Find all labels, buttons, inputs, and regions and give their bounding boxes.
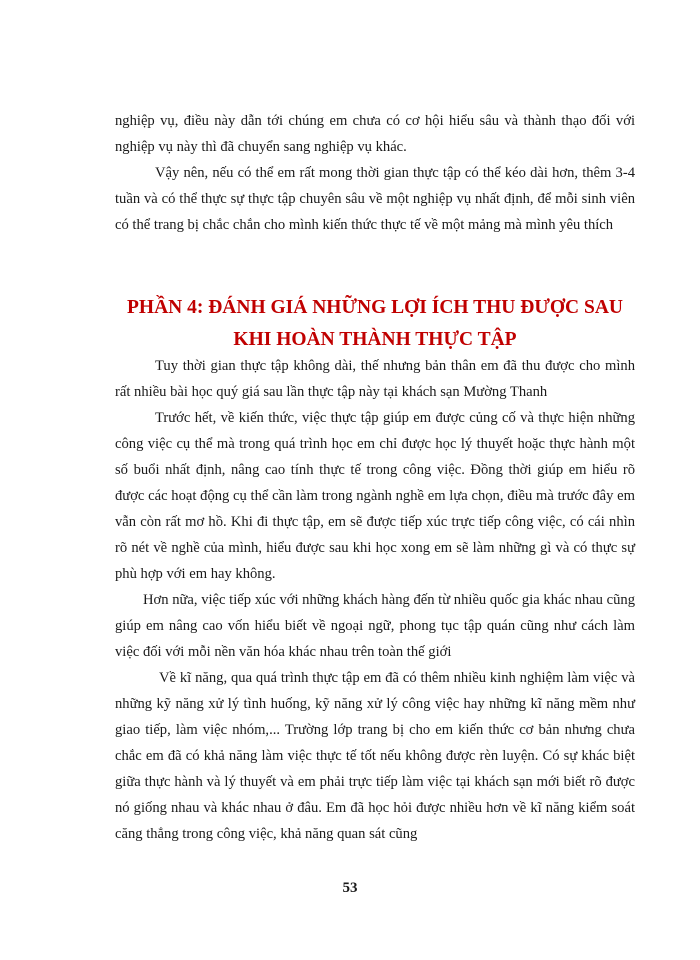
page-number: 53: [342, 880, 358, 896]
paragraph-internship-extension: Vậy nên, nếu có thể em rất mong thời gian thực tập có thể kéo dài hơn, thêm 3-4 tuần và có thể thực sự thực tập chuyên sâu về một nghiệp vụ nhất định, để mỗi sinh viên có thể trang bị chắc chắn cho mình kiến thức thực tế về một mảng mà mình yêu thích: [115, 165, 635, 233]
paragraph-skills: Về kĩ năng, qua quá trình thực tập em đã có thêm nhiều kinh nghiệm làm việc và những kỹ năng xử lý tình huống, kỹ năng xử lý công việc hay những kĩ năng mềm như giao tiếp, làm việc nhóm,... Trường lớp trang bị cho em kiến thức cơ bản nhưng chưa chắc em đã có khả năng làm việc thực tế tốt nếu không được rèn luyện. Có sự khác biệt giữa thực hành và lý thuyết và em phải trực tiếp làm việc tại khách sạn mới biết rõ được nó giống nhau và khác nhau ở đâu. Em đã học hỏi được nhiều hơn về kĩ năng kiểm soát căng thẳng trong công việc, khả năng quan sát cũng: [115, 670, 635, 842]
top-text-block: [115, 108, 635, 238]
paragraph-knowledge: Trước hết, về kiến thức, việc thực tập giúp em được củng cố và thực hiện những công việc cụ thể mà trong quá trình học em chỉ được học lý thuyết hoặc thực hành một số buổi nhất định, nâng cao tính thực tế trong công việc. Đồng thời giúp em hiểu rõ được các hoạt động cụ thể cần làm trong ngành nghề em lựa chọn, điều mà trước đây em vẫn còn rất mơ hồ. Khi đi thực tập, em sẽ được tiếp xúc trực tiếp công việc, có cái nhìn rõ nét về nghề của mình, hiểu được sau khi học xong em sẽ làm những gì và có thực sự phù hợp với em hay không.: [115, 410, 635, 582]
paragraph-continued: nghiệp vụ, điều này dẫn tới chúng em chưa có cơ hội hiểu sâu và thành thạo đối với nghiệp vụ này thì đã chuyển sang nghiệp vụ khác.: [115, 113, 635, 155]
paragraph-foreign-language: Hơn nữa, việc tiếp xúc với những khách hàng đến từ nhiều quốc gia khác nhau cũng giúp em nâng cao vốn hiểu biết về ngoại ngữ, phong tục tập quán cũng như cách làm việc đối với mỗi nền văn hóa khác nhau trên toàn thế giới: [115, 592, 635, 660]
main-text-block: [115, 353, 635, 847]
section-heading-line-1: PHẦN 4: ĐÁNH GIÁ NHỮNG LỢI ÍCH THU ĐƯỢC SAU: [126, 297, 623, 318]
section-heading: [95, 292, 655, 356]
paragraph-intro: Tuy thời gian thực tập không dài, thế nhưng bản thân em đã thu được cho mình rất nhiều bài học quý giá sau lần thực tập này tại khách sạn Mường Thanh: [115, 358, 635, 400]
section-heading-line-2: KHI HOÀN THÀNH THỰC TẬP: [233, 329, 517, 350]
